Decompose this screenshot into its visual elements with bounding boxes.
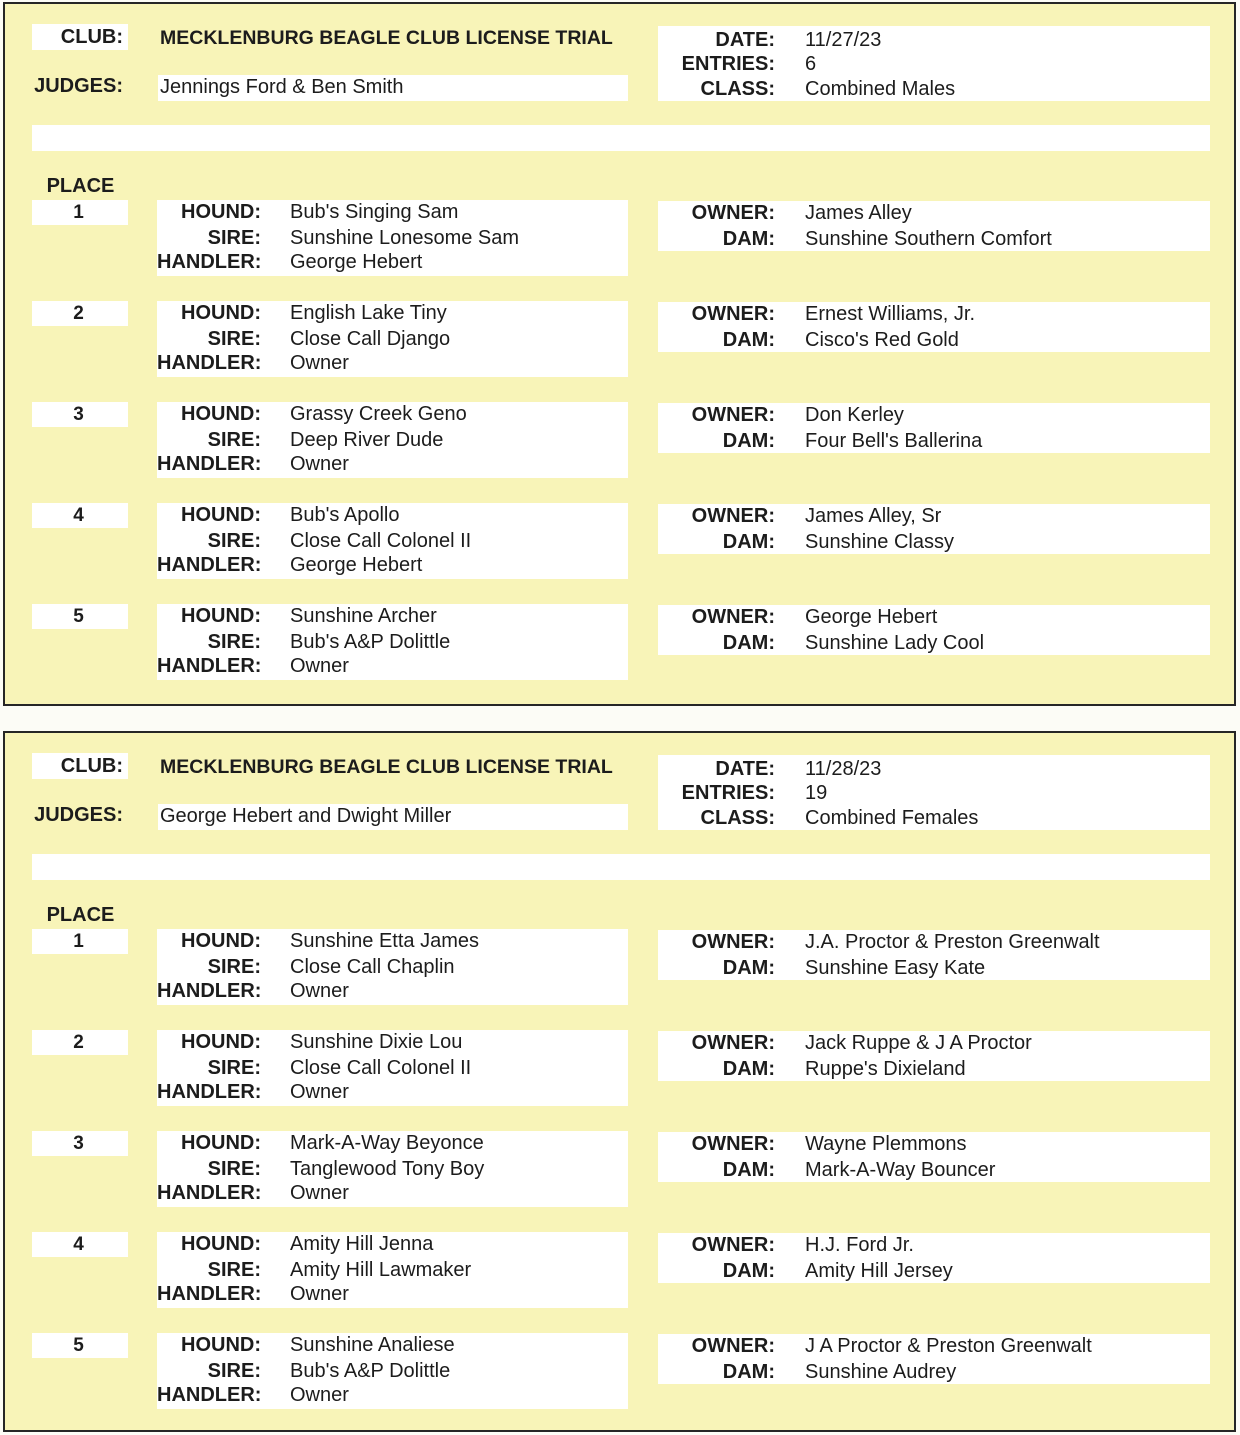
sire-name: Tanglewood Tony Boy xyxy=(290,1158,485,1180)
owner-label: OWNER: xyxy=(691,1335,775,1357)
place-number: 2 xyxy=(73,1032,84,1053)
sire-label: SIRE: xyxy=(207,1259,261,1281)
date-label: DATE: xyxy=(715,29,775,51)
owner-label: OWNER: xyxy=(691,1133,775,1155)
place-header: PLACE xyxy=(46,175,115,197)
handler-label: HANDLER: xyxy=(157,453,262,475)
handler-label: HANDLER: xyxy=(157,554,262,576)
handler-name: Owner xyxy=(290,1384,349,1406)
handler-name: Owner xyxy=(290,980,349,1002)
blank-divider-row xyxy=(32,854,1210,880)
place-number: 1 xyxy=(73,931,84,952)
sire-name: Sunshine Lonesome Sam xyxy=(290,227,520,249)
owner-label: OWNER: xyxy=(691,303,775,325)
dam-label: DAM: xyxy=(722,1361,775,1383)
hound-name: Amity Hill Jenna xyxy=(290,1233,434,1255)
dam-label: DAM: xyxy=(722,1058,775,1080)
sire-label: SIRE: xyxy=(207,1057,261,1079)
hound-label: HOUND: xyxy=(181,302,261,324)
place-number: 2 xyxy=(73,303,84,324)
class-label: CLASS: xyxy=(700,78,775,100)
hound-label: HOUND: xyxy=(181,1031,261,1053)
judges-value: George Hebert and Dwight Miller xyxy=(160,805,452,827)
place-number: 5 xyxy=(73,606,84,627)
hound-name: Mark-A-Way Beyonce xyxy=(290,1132,484,1154)
entries-value: 19 xyxy=(805,782,828,804)
hound-name: Grassy Creek Geno xyxy=(290,403,467,425)
handler-name: Owner xyxy=(290,453,349,475)
hound-label: HOUND: xyxy=(181,605,261,627)
dam-label: DAM: xyxy=(722,228,775,250)
hound-name: English Lake Tiny xyxy=(290,302,447,324)
sire-name: Deep River Dude xyxy=(290,429,444,451)
handler-name: Owner xyxy=(290,1182,349,1204)
owner-label: OWNER: xyxy=(691,202,775,224)
handler-name: Owner xyxy=(290,1283,349,1305)
handler-name: Owner xyxy=(290,1081,349,1103)
sire-name: Bub's A&P Dolittle xyxy=(290,1360,451,1382)
place-number: 4 xyxy=(73,505,84,526)
handler-name: George Hebert xyxy=(290,251,423,273)
handler-label: HANDLER: xyxy=(157,1384,262,1406)
handler-label: HANDLER: xyxy=(157,1081,262,1103)
owner-name: James Alley xyxy=(805,202,912,224)
dam-label: DAM: xyxy=(722,531,775,553)
owner-label: OWNER: xyxy=(691,1032,775,1054)
sire-name: Close Call Django xyxy=(290,328,451,350)
dam-name: Four Bell's Ballerina xyxy=(805,430,983,452)
sire-label: SIRE: xyxy=(207,1158,261,1180)
place-number: 3 xyxy=(73,1133,84,1154)
handler-label: HANDLER: xyxy=(157,1283,262,1305)
sire-name: Close Call Colonel II xyxy=(290,530,472,552)
owner-name: George Hebert xyxy=(805,606,938,628)
class-value: Combined Females xyxy=(805,807,979,829)
owner-name: Wayne Plemmons xyxy=(805,1133,967,1155)
sire-label: SIRE: xyxy=(207,1360,261,1382)
dam-name: Sunshine Southern Comfort xyxy=(805,228,1052,250)
place-number: 1 xyxy=(73,202,84,223)
dam-label: DAM: xyxy=(722,329,775,351)
owner-name: J.A. Proctor & Preston Greenwalt xyxy=(805,931,1100,953)
hound-label: HOUND: xyxy=(181,504,261,526)
judges-label: JUDGES: xyxy=(34,75,123,97)
handler-name: Owner xyxy=(290,655,349,677)
place-number: 4 xyxy=(73,1234,84,1255)
date-label: DATE: xyxy=(715,758,775,780)
hound-name: Sunshine Analiese xyxy=(290,1334,455,1356)
owner-label: OWNER: xyxy=(691,505,775,527)
owner-name: Ernest Williams, Jr. xyxy=(805,303,976,325)
trial-result-sheet xyxy=(3,731,1236,1432)
club-label: CLUB: xyxy=(60,26,123,48)
dam-name: Cisco's Red Gold xyxy=(805,329,959,351)
hound-label: HOUND: xyxy=(181,201,261,223)
dam-name: Sunshine Lady Cool xyxy=(805,632,985,654)
owner-name: Don Kerley xyxy=(805,404,904,426)
handler-name: Owner xyxy=(290,352,349,374)
club-name: MECKLENBURG BEAGLE CLUB LICENSE TRIAL xyxy=(160,756,613,778)
owner-name: Jack Ruppe & J A Proctor xyxy=(805,1032,1032,1054)
dam-label: DAM: xyxy=(722,957,775,979)
hound-name: Sunshine Etta James xyxy=(290,930,479,952)
judges-value: Jennings Ford & Ben Smith xyxy=(160,76,404,98)
sire-label: SIRE: xyxy=(207,328,261,350)
dam-label: DAM: xyxy=(722,1159,775,1181)
dam-label: DAM: xyxy=(722,430,775,452)
owner-name: H.J. Ford Jr. xyxy=(805,1234,914,1256)
club-name: MECKLENBURG BEAGLE CLUB LICENSE TRIAL xyxy=(160,27,613,49)
dam-label: DAM: xyxy=(722,632,775,654)
sire-label: SIRE: xyxy=(207,631,261,653)
entries-label: ENTRIES: xyxy=(681,53,775,75)
handler-label: HANDLER: xyxy=(157,251,262,273)
owner-name: J A Proctor & Preston Greenwalt xyxy=(805,1335,1092,1357)
sire-name: Bub's A&P Dolittle xyxy=(290,631,451,653)
class-value: Combined Males xyxy=(805,78,956,100)
hound-name: Sunshine Dixie Lou xyxy=(290,1031,463,1053)
sire-label: SIRE: xyxy=(207,530,261,552)
hound-label: HOUND: xyxy=(181,1132,261,1154)
dam-name: Sunshine Easy Kate xyxy=(805,957,986,979)
handler-label: HANDLER: xyxy=(157,1182,262,1204)
handler-name: George Hebert xyxy=(290,554,423,576)
handler-label: HANDLER: xyxy=(157,980,262,1002)
owner-label: OWNER: xyxy=(691,404,775,426)
owner-label: OWNER: xyxy=(691,931,775,953)
place-number: 5 xyxy=(73,1335,84,1356)
entries-value: 6 xyxy=(805,53,817,75)
date-value: 11/27/23 xyxy=(805,29,882,51)
sire-name: Close Call Colonel II xyxy=(290,1057,472,1079)
judges-label: JUDGES: xyxy=(34,804,123,826)
hound-name: Bub's Apollo xyxy=(290,504,400,526)
dam-name: Amity Hill Jersey xyxy=(805,1260,953,1282)
dam-label: DAM: xyxy=(722,1260,775,1282)
date-value: 11/28/23 xyxy=(805,758,882,780)
entries-label: ENTRIES: xyxy=(681,782,775,804)
sire-label: SIRE: xyxy=(207,956,261,978)
dam-name: Mark-A-Way Bouncer xyxy=(805,1159,996,1181)
handler-label: HANDLER: xyxy=(157,352,262,374)
sire-name: Amity Hill Lawmaker xyxy=(290,1259,472,1281)
owner-label: OWNER: xyxy=(691,1234,775,1256)
trial-result-sheet xyxy=(3,2,1236,706)
sire-name: Close Call Chaplin xyxy=(290,956,455,978)
hound-label: HOUND: xyxy=(181,1233,261,1255)
hound-name: Bub's Singing Sam xyxy=(290,201,459,223)
club-label: CLUB: xyxy=(60,755,123,777)
hound-label: HOUND: xyxy=(181,930,261,952)
owner-name: James Alley, Sr xyxy=(805,505,942,527)
sire-label: SIRE: xyxy=(207,227,261,249)
hound-label: HOUND: xyxy=(181,1334,261,1356)
sire-label: SIRE: xyxy=(207,429,261,451)
place-number: 3 xyxy=(73,404,84,425)
owner-label: OWNER: xyxy=(691,606,775,628)
handler-label: HANDLER: xyxy=(157,655,262,677)
dam-name: Ruppe's Dixieland xyxy=(805,1058,966,1080)
hound-label: HOUND: xyxy=(181,403,261,425)
class-label: CLASS: xyxy=(700,807,775,829)
dam-name: Sunshine Audrey xyxy=(805,1361,957,1383)
hound-name: Sunshine Archer xyxy=(290,605,437,627)
place-header: PLACE xyxy=(46,904,115,926)
blank-divider-row xyxy=(32,125,1210,151)
dam-name: Sunshine Classy xyxy=(805,531,954,553)
